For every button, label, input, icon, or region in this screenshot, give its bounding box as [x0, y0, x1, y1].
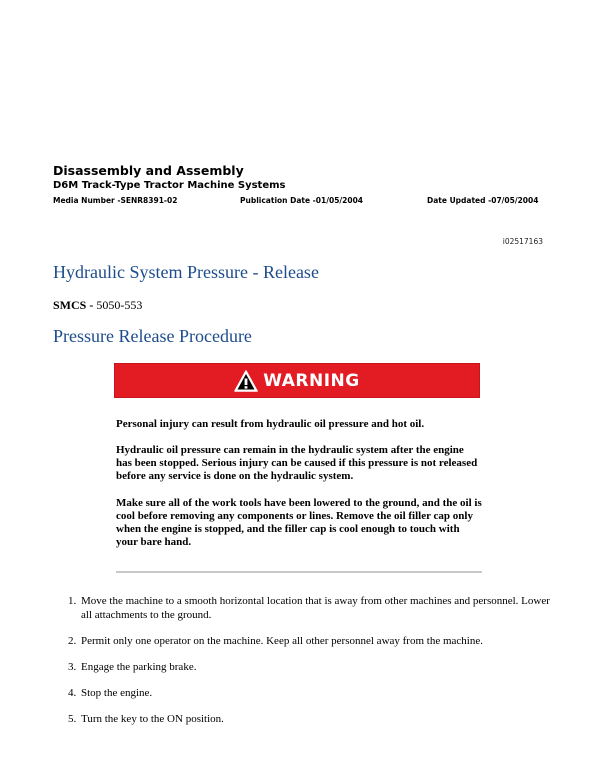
step-text: Engage the parking brake. — [81, 661, 197, 673]
date-updated: Date Updated -07/05/2004 — [427, 196, 539, 205]
media-number: Media Number -SENR8391-02 — [53, 196, 178, 205]
document-id: i02517163 — [502, 237, 543, 246]
publication-date: Publication Date -01/05/2004 — [240, 196, 364, 205]
step-text: Permit only one operator on the machine. Keep all other personnel away from the machine. — [81, 635, 483, 647]
warning-banner — [114, 363, 480, 398]
step-number: 2. — [68, 635, 77, 647]
step-text: Move the machine to a smooth horizontal location that is away from other machines and personnel. Lower all attachments to the ground. — [81, 595, 550, 621]
page-title: Hydraulic System Pressure - Release — [53, 262, 319, 282]
header-title: Disassembly and Assembly — [53, 163, 244, 178]
smcs-value: 5050-553 — [96, 298, 143, 312]
step-number: 5. — [68, 713, 77, 725]
step-number: 3. — [68, 661, 77, 673]
step-text: Turn the key to the ON position. — [81, 713, 224, 725]
list-item — [53, 712, 553, 726]
warning-paragraph: Hydraulic oil pressure can remain in the hydraulic system after the engine has been stopped. Serious injury can be caused if this pressure is not released before any service is done on the hydraulic system. — [116, 444, 478, 482]
warning-label: WARNING — [263, 370, 360, 391]
list-item — [53, 660, 553, 674]
step-number: 4. — [68, 687, 77, 699]
header-subtitle: D6M Track-Type Tractor Machine Systems — [53, 180, 286, 191]
smcs-code — [53, 298, 142, 313]
step-number: 1. — [68, 595, 77, 607]
list-item — [53, 634, 553, 648]
list-item — [53, 686, 553, 700]
warning-triangle-icon — [234, 370, 258, 392]
warning-paragraph: Make sure all of the work tools have been lowered to the ground, and the oil is cool before removing any components or lines. Remove the oil filler cap only when the engine is stopped, and the filler cap is cool enough to touch with your bare hand. — [116, 497, 482, 548]
step-text: Stop the engine. — [81, 687, 153, 699]
procedure-steps — [53, 594, 553, 738]
section-heading: Pressure Release Procedure — [53, 326, 252, 346]
smcs-label: SMCS - — [53, 298, 94, 312]
warning-divider — [116, 571, 482, 573]
list-item — [53, 594, 553, 622]
warning-paragraph: Personal injury can result from hydraulic oil pressure and hot oil. — [116, 418, 425, 430]
